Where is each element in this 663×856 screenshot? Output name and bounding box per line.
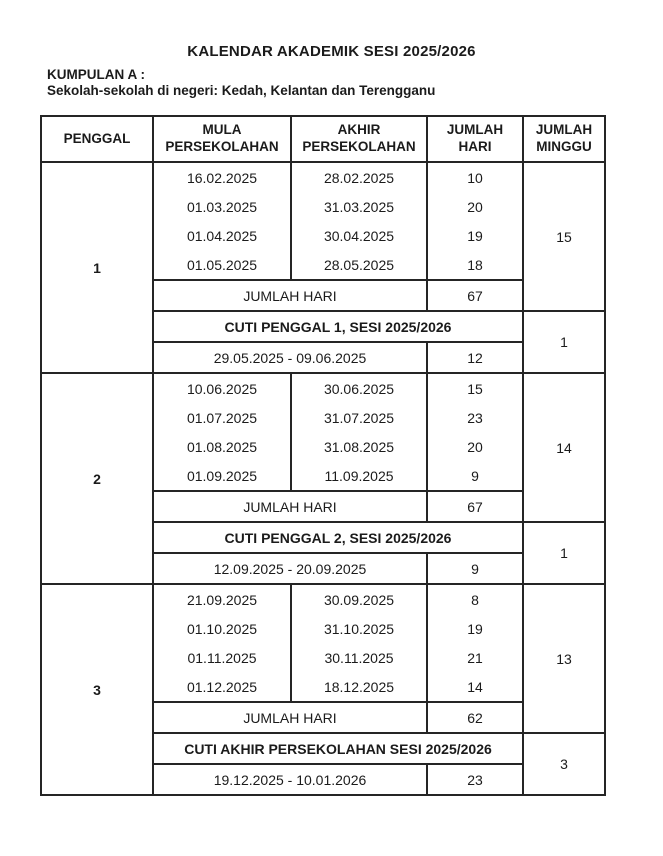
header-line: AKHIR — [337, 122, 381, 138]
hari-cell: 19 — [427, 221, 523, 250]
mula-cell: 01.03.2025 — [153, 192, 291, 221]
header-akhir-persekolahan — [291, 116, 427, 162]
hari-cell: 21 — [427, 643, 523, 672]
akhir-cell: 31.03.2025 — [291, 192, 427, 221]
cuti-label: CUTI PENGGAL 2, SESI 2025/2026 — [153, 522, 523, 553]
header-mula-persekolahan — [153, 116, 291, 162]
jumlah-hari-label: JUMLAH HARI — [153, 702, 427, 733]
hari-cell: 18 — [427, 250, 523, 280]
header-line: JUMLAH — [446, 122, 504, 138]
header-line: HARI — [458, 139, 492, 154]
minggu-cell: 13 — [523, 584, 605, 733]
mula-cell: 01.05.2025 — [153, 250, 291, 280]
hari-cell: 15 — [427, 373, 523, 403]
table-row — [41, 373, 605, 403]
akhir-cell: 30.11.2025 — [291, 643, 427, 672]
minggu-cell: 14 — [523, 373, 605, 522]
akhir-cell: 31.07.2025 — [291, 403, 427, 432]
penggal-cell: 3 — [41, 584, 153, 795]
cuti-minggu-cell: 3 — [523, 733, 605, 795]
hari-cell: 8 — [427, 584, 523, 614]
header-line: PERSEKOLAHAN — [165, 139, 279, 154]
header-line: MULA — [202, 122, 242, 138]
akhir-cell: 31.10.2025 — [291, 614, 427, 643]
cuti-hari-cell: 23 — [427, 764, 523, 795]
hari-cell: 14 — [427, 672, 523, 702]
minggu-cell: 15 — [523, 162, 605, 311]
jumlah-hari-label: JUMLAH HARI — [153, 491, 427, 522]
akhir-cell: 28.05.2025 — [291, 250, 427, 280]
mula-cell: 01.09.2025 — [153, 461, 291, 491]
jumlah-hari-value: 62 — [427, 702, 523, 733]
cuti-minggu-cell: 1 — [523, 522, 605, 584]
mula-cell: 01.08.2025 — [153, 432, 291, 461]
header-jumlah-minggu — [523, 116, 605, 162]
akhir-cell: 18.12.2025 — [291, 672, 427, 702]
hari-cell: 20 — [427, 192, 523, 221]
hari-cell: 20 — [427, 432, 523, 461]
hari-cell: 23 — [427, 403, 523, 432]
cuti-range-cell: 29.05.2025 - 09.06.2025 — [153, 342, 427, 373]
table-row — [41, 584, 605, 614]
table-header-row — [41, 116, 605, 162]
table-row — [41, 162, 605, 192]
jumlah-hari-value: 67 — [427, 280, 523, 311]
cuti-hari-cell: 12 — [427, 342, 523, 373]
mula-cell: 16.02.2025 — [153, 162, 291, 192]
academic-calendar-table — [40, 115, 606, 796]
akhir-cell: 28.02.2025 — [291, 162, 427, 192]
hari-cell: 10 — [427, 162, 523, 192]
mula-cell: 01.07.2025 — [153, 403, 291, 432]
header-line: JUMLAH — [535, 122, 593, 138]
mula-cell: 01.11.2025 — [153, 643, 291, 672]
akhir-cell: 30.06.2025 — [291, 373, 427, 403]
cuti-minggu-cell: 1 — [523, 311, 605, 373]
header-line: PERSEKOLAHAN — [302, 139, 416, 154]
mula-cell: 10.06.2025 — [153, 373, 291, 403]
group-description: Sekolah-sekolah di negeri: Kedah, Kelantan dan Terengganu — [47, 83, 436, 98]
mula-cell: 21.09.2025 — [153, 584, 291, 614]
penggal-cell: 1 — [41, 162, 153, 373]
mula-cell: 01.12.2025 — [153, 672, 291, 702]
akhir-cell: 30.04.2025 — [291, 221, 427, 250]
cuti-label: CUTI PENGGAL 1, SESI 2025/2026 — [153, 311, 523, 342]
akhir-cell: 11.09.2025 — [291, 461, 427, 491]
mula-cell: 01.10.2025 — [153, 614, 291, 643]
jumlah-hari-value: 67 — [427, 491, 523, 522]
header-penggal — [41, 116, 153, 162]
akhir-cell: 31.08.2025 — [291, 432, 427, 461]
header-jumlah-hari — [427, 116, 523, 162]
header-line: PENGGAL — [63, 130, 131, 146]
mula-cell: 01.04.2025 — [153, 221, 291, 250]
page-title: KALENDAR AKADEMIK SESI 2025/2026 — [187, 43, 476, 60]
cuti-range-cell: 19.12.2025 - 10.01.2026 — [153, 764, 427, 795]
header-line: MINGGU — [536, 139, 592, 154]
cuti-range-cell: 12.09.2025 - 20.09.2025 — [153, 553, 427, 584]
cuti-hari-cell: 9 — [427, 553, 523, 584]
hari-cell: 9 — [427, 461, 523, 491]
hari-cell: 19 — [427, 614, 523, 643]
group-label: KUMPULAN A : — [47, 67, 145, 82]
akhir-cell: 30.09.2025 — [291, 584, 427, 614]
penggal-cell: 2 — [41, 373, 153, 584]
jumlah-hari-label: JUMLAH HARI — [153, 280, 427, 311]
cuti-label: CUTI AKHIR PERSEKOLAHAN SESI 2025/2026 — [153, 733, 523, 764]
